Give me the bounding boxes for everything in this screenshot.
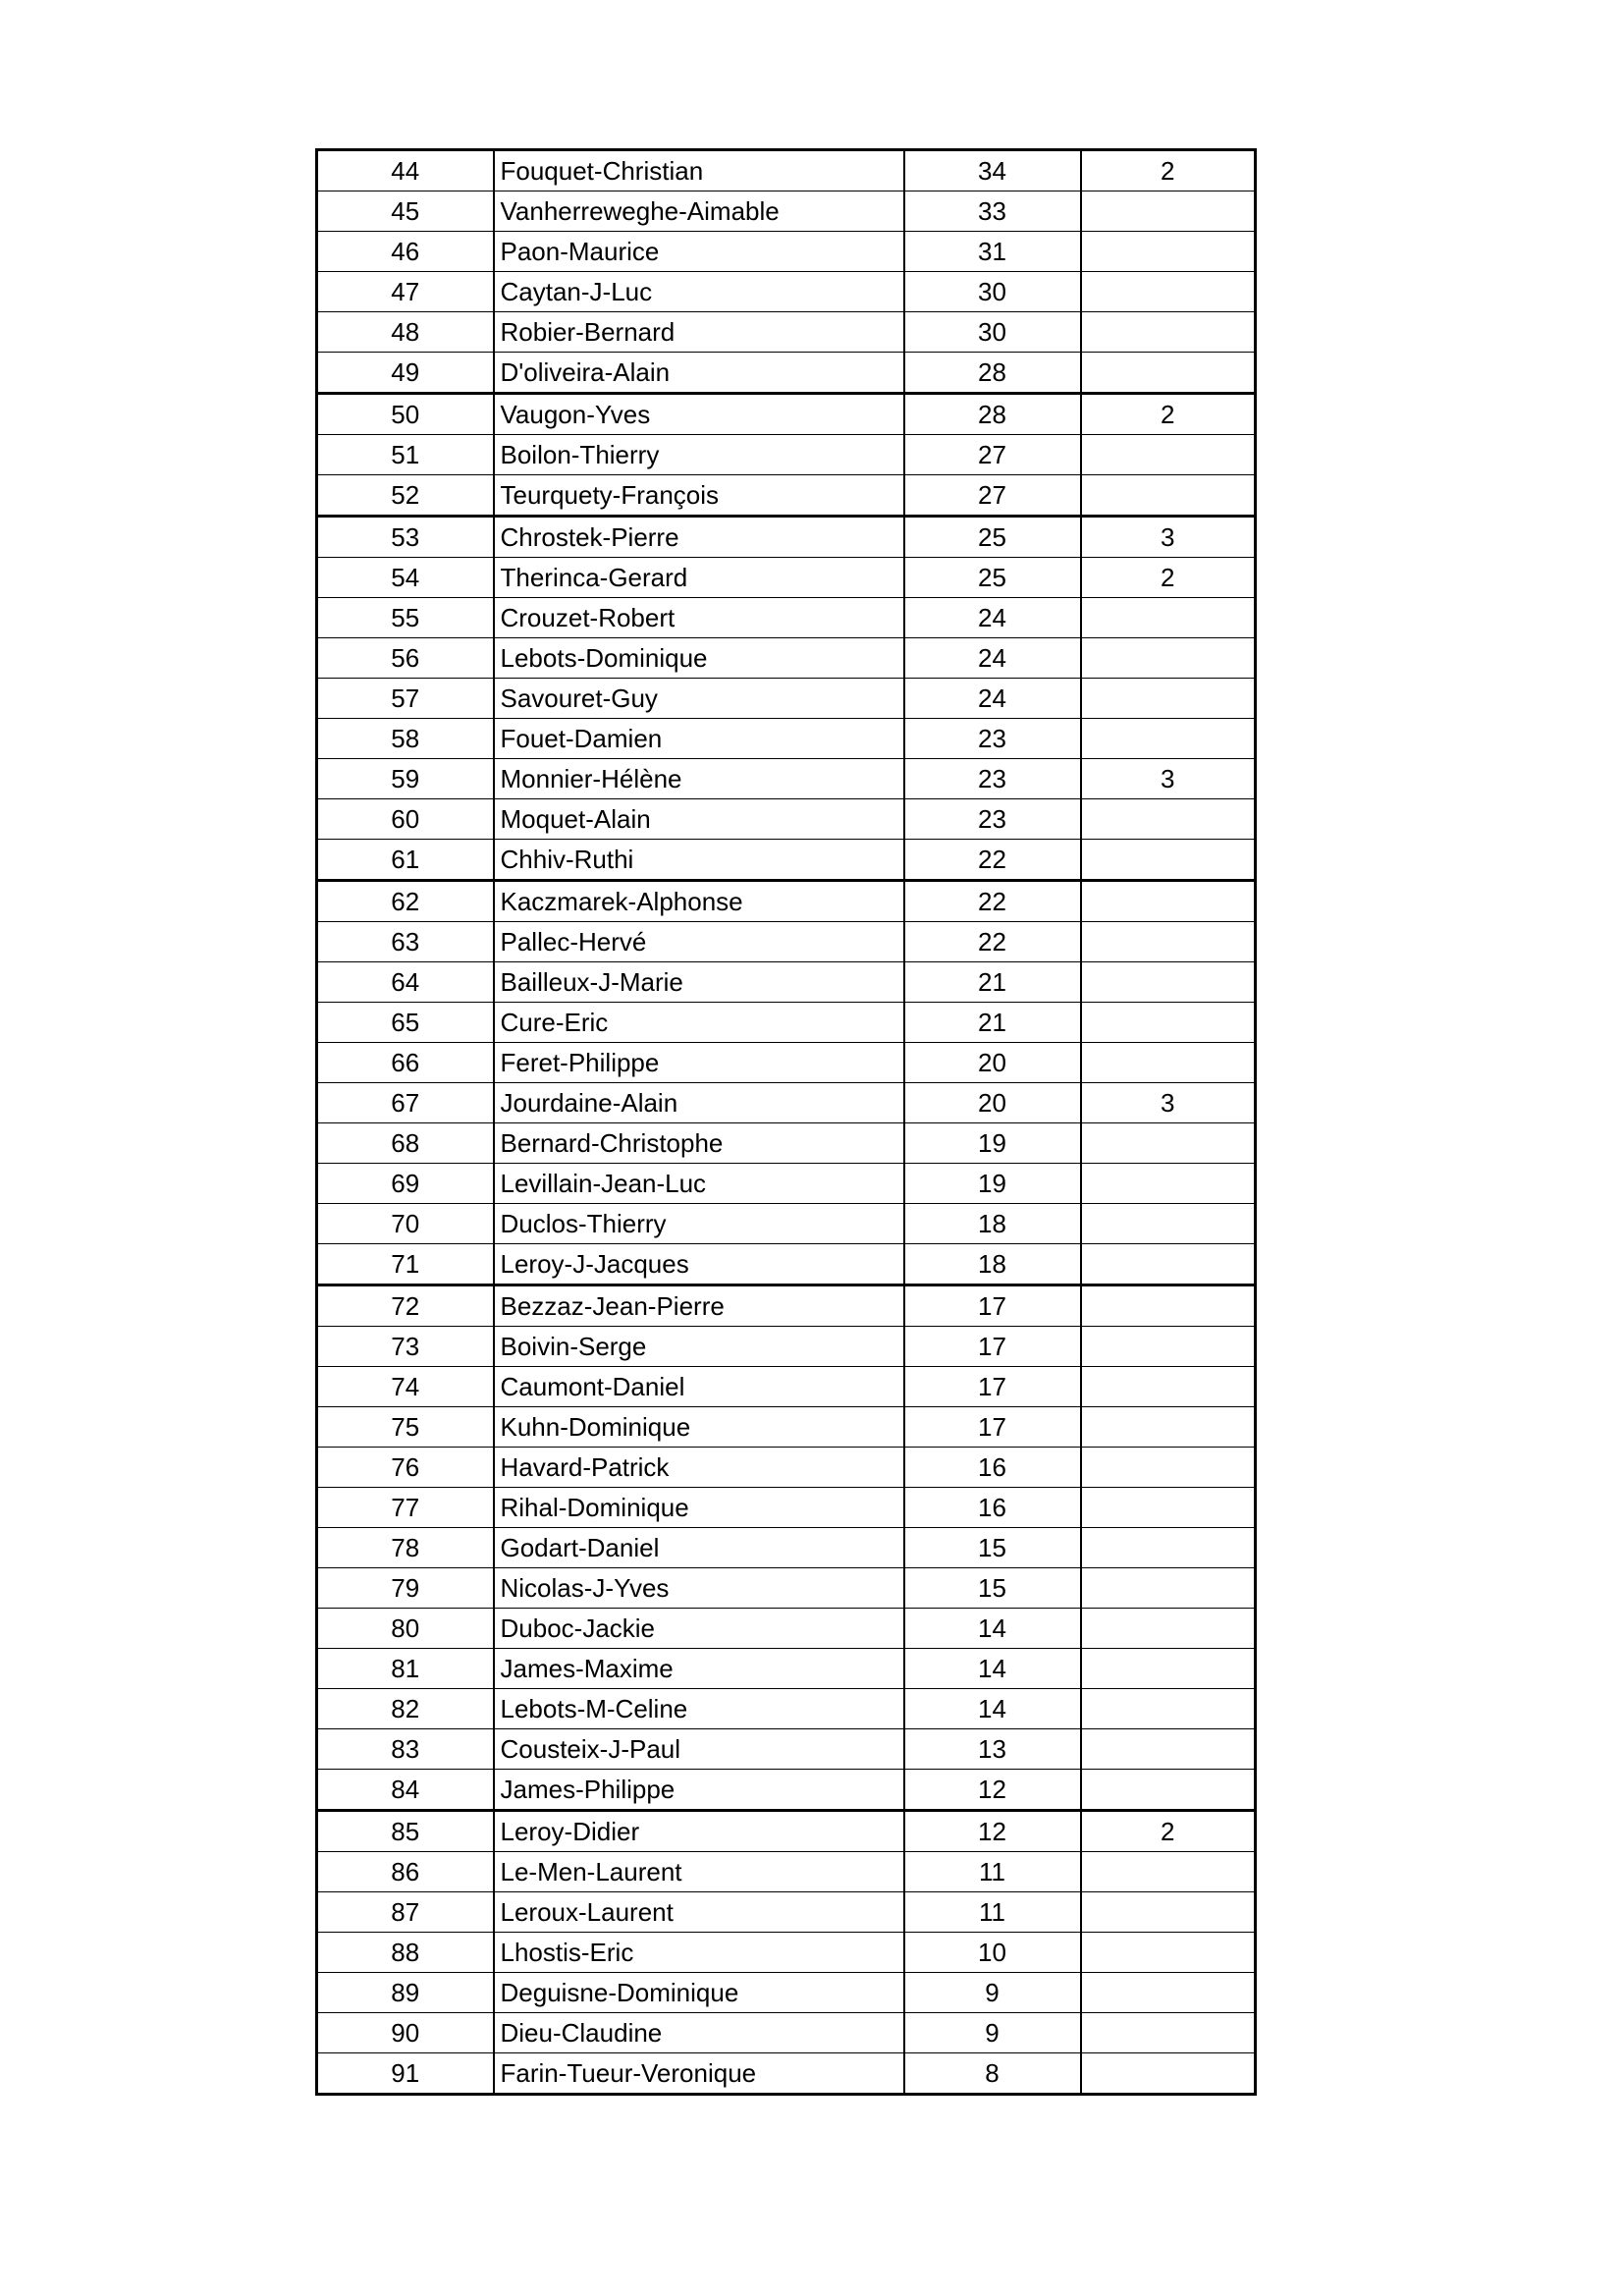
- extra-cell: [1081, 719, 1256, 759]
- name-cell: Fouquet-Christian: [494, 150, 904, 191]
- name-cell: Godart-Daniel: [494, 1528, 904, 1568]
- name-cell: Rihal-Dominique: [494, 1488, 904, 1528]
- rank-cell: 64: [317, 962, 494, 1003]
- table-row: [317, 475, 1256, 517]
- name-cell: Feret-Philippe: [494, 1043, 904, 1083]
- name-cell: Chrostek-Pierre: [494, 517, 904, 558]
- score-cell: 19: [904, 1164, 1081, 1204]
- table-row: [317, 1649, 1256, 1689]
- name-cell: Lebots-Dominique: [494, 638, 904, 679]
- score-cell: 23: [904, 759, 1081, 799]
- table-row: [317, 1327, 1256, 1367]
- table-row: [317, 312, 1256, 353]
- extra-cell: [1081, 679, 1256, 719]
- extra-cell: 3: [1081, 1083, 1256, 1123]
- score-cell: 9: [904, 1973, 1081, 2013]
- extra-cell: [1081, 1448, 1256, 1488]
- rank-cell: 90: [317, 2013, 494, 2053]
- name-cell: Kuhn-Dominique: [494, 1407, 904, 1448]
- table-row: [317, 881, 1256, 922]
- score-cell: 14: [904, 1609, 1081, 1649]
- rank-cell: 67: [317, 1083, 494, 1123]
- name-cell: Crouzet-Robert: [494, 598, 904, 638]
- score-cell: 21: [904, 962, 1081, 1003]
- score-cell: 13: [904, 1729, 1081, 1770]
- table-row: [317, 1488, 1256, 1528]
- score-cell: 22: [904, 922, 1081, 962]
- score-cell: 11: [904, 1892, 1081, 1933]
- rank-cell: 86: [317, 1852, 494, 1892]
- table-row: [317, 1083, 1256, 1123]
- rank-cell: 78: [317, 1528, 494, 1568]
- name-cell: Boivin-Serge: [494, 1327, 904, 1367]
- rank-cell: 69: [317, 1164, 494, 1204]
- score-cell: 27: [904, 475, 1081, 517]
- name-cell: Lebots-M-Celine: [494, 1689, 904, 1729]
- rank-cell: 83: [317, 1729, 494, 1770]
- extra-cell: [1081, 272, 1256, 312]
- rank-cell: 44: [317, 150, 494, 191]
- score-cell: 15: [904, 1568, 1081, 1609]
- score-cell: 30: [904, 272, 1081, 312]
- rank-cell: 55: [317, 598, 494, 638]
- table-row: [317, 1003, 1256, 1043]
- rank-cell: 63: [317, 922, 494, 962]
- name-cell: Bailleux-J-Marie: [494, 962, 904, 1003]
- table-row: [317, 353, 1256, 394]
- name-cell: Deguisne-Dominique: [494, 1973, 904, 2013]
- rank-cell: 85: [317, 1811, 494, 1852]
- score-cell: 24: [904, 598, 1081, 638]
- rank-cell: 72: [317, 1285, 494, 1327]
- score-cell: 28: [904, 394, 1081, 435]
- rank-cell: 62: [317, 881, 494, 922]
- score-cell: 16: [904, 1488, 1081, 1528]
- score-cell: 8: [904, 2053, 1081, 2095]
- table-row: [317, 232, 1256, 272]
- rank-cell: 46: [317, 232, 494, 272]
- score-cell: 18: [904, 1244, 1081, 1285]
- name-cell: Vanherreweghe-Aimable: [494, 191, 904, 232]
- table-row: [317, 1568, 1256, 1609]
- name-cell: Chhiv-Ruthi: [494, 840, 904, 881]
- rank-cell: 50: [317, 394, 494, 435]
- rank-cell: 82: [317, 1689, 494, 1729]
- rank-cell: 71: [317, 1244, 494, 1285]
- extra-cell: 2: [1081, 1811, 1256, 1852]
- name-cell: Caytan-J-Luc: [494, 272, 904, 312]
- extra-cell: [1081, 312, 1256, 353]
- name-cell: Cousteix-J-Paul: [494, 1729, 904, 1770]
- table-row: [317, 1852, 1256, 1892]
- table-row: [317, 1407, 1256, 1448]
- rank-cell: 87: [317, 1892, 494, 1933]
- name-cell: Leroy-Didier: [494, 1811, 904, 1852]
- extra-cell: [1081, 232, 1256, 272]
- extra-cell: 2: [1081, 394, 1256, 435]
- rank-cell: 84: [317, 1770, 494, 1811]
- rank-cell: 47: [317, 272, 494, 312]
- rank-cell: 54: [317, 558, 494, 598]
- score-cell: 30: [904, 312, 1081, 353]
- score-cell: 17: [904, 1407, 1081, 1448]
- extra-cell: [1081, 2053, 1256, 2095]
- name-cell: Leroy-J-Jacques: [494, 1244, 904, 1285]
- extra-cell: [1081, 475, 1256, 517]
- name-cell: Farin-Tueur-Veronique: [494, 2053, 904, 2095]
- extra-cell: [1081, 1327, 1256, 1367]
- score-cell: 15: [904, 1528, 1081, 1568]
- extra-cell: [1081, 1852, 1256, 1892]
- rank-cell: 80: [317, 1609, 494, 1649]
- extra-cell: [1081, 1770, 1256, 1811]
- name-cell: Cure-Eric: [494, 1003, 904, 1043]
- score-cell: 33: [904, 191, 1081, 232]
- score-cell: 20: [904, 1083, 1081, 1123]
- score-cell: 19: [904, 1123, 1081, 1164]
- name-cell: Dieu-Claudine: [494, 2013, 904, 2053]
- table-row: [317, 1043, 1256, 1083]
- rank-cell: 49: [317, 353, 494, 394]
- rank-cell: 76: [317, 1448, 494, 1488]
- rank-cell: 59: [317, 759, 494, 799]
- table-row: [317, 150, 1256, 191]
- rank-cell: 48: [317, 312, 494, 353]
- extra-cell: [1081, 799, 1256, 840]
- score-cell: 10: [904, 1933, 1081, 1973]
- score-cell: 27: [904, 435, 1081, 475]
- name-cell: Jourdaine-Alain: [494, 1083, 904, 1123]
- table-row: [317, 1892, 1256, 1933]
- table-row: [317, 598, 1256, 638]
- extra-cell: [1081, 1204, 1256, 1244]
- score-cell: 22: [904, 840, 1081, 881]
- rank-cell: 74: [317, 1367, 494, 1407]
- table-row: [317, 435, 1256, 475]
- extra-cell: [1081, 598, 1256, 638]
- score-cell: 25: [904, 517, 1081, 558]
- score-cell: 24: [904, 638, 1081, 679]
- rank-cell: 56: [317, 638, 494, 679]
- extra-cell: [1081, 1244, 1256, 1285]
- extra-cell: 2: [1081, 150, 1256, 191]
- table-row: [317, 1770, 1256, 1811]
- extra-cell: [1081, 1528, 1256, 1568]
- rank-cell: 81: [317, 1649, 494, 1689]
- table-row: [317, 558, 1256, 598]
- name-cell: James-Philippe: [494, 1770, 904, 1811]
- table-row: [317, 1528, 1256, 1568]
- table-row: [317, 1689, 1256, 1729]
- name-cell: James-Maxime: [494, 1649, 904, 1689]
- extra-cell: [1081, 1488, 1256, 1528]
- score-cell: 17: [904, 1327, 1081, 1367]
- rank-cell: 75: [317, 1407, 494, 1448]
- score-cell: 23: [904, 799, 1081, 840]
- name-cell: Havard-Patrick: [494, 1448, 904, 1488]
- score-cell: 12: [904, 1770, 1081, 1811]
- rank-cell: 79: [317, 1568, 494, 1609]
- table-row: [317, 799, 1256, 840]
- extra-cell: [1081, 353, 1256, 394]
- extra-cell: [1081, 1689, 1256, 1729]
- score-cell: 18: [904, 1204, 1081, 1244]
- rank-cell: 88: [317, 1933, 494, 1973]
- name-cell: Savouret-Guy: [494, 679, 904, 719]
- score-cell: 17: [904, 1367, 1081, 1407]
- score-cell: 28: [904, 353, 1081, 394]
- extra-cell: [1081, 1933, 1256, 1973]
- score-cell: 22: [904, 881, 1081, 922]
- name-cell: Paon-Maurice: [494, 232, 904, 272]
- score-cell: 34: [904, 150, 1081, 191]
- table-row: [317, 1973, 1256, 2013]
- rank-cell: 45: [317, 191, 494, 232]
- rank-cell: 91: [317, 2053, 494, 2095]
- extra-cell: [1081, 638, 1256, 679]
- extra-cell: [1081, 1164, 1256, 1204]
- table-row: [317, 394, 1256, 435]
- table-row: [317, 962, 1256, 1003]
- table-row: [317, 517, 1256, 558]
- name-cell: Lhostis-Eric: [494, 1933, 904, 1973]
- extra-cell: [1081, 1367, 1256, 1407]
- score-cell: 17: [904, 1285, 1081, 1327]
- score-cell: 24: [904, 679, 1081, 719]
- extra-cell: [1081, 1609, 1256, 1649]
- extra-cell: [1081, 962, 1256, 1003]
- extra-cell: [1081, 881, 1256, 922]
- extra-cell: [1081, 1649, 1256, 1689]
- name-cell: Bezzaz-Jean-Pierre: [494, 1285, 904, 1327]
- extra-cell: [1081, 922, 1256, 962]
- extra-cell: [1081, 1568, 1256, 1609]
- score-cell: 12: [904, 1811, 1081, 1852]
- extra-cell: [1081, 1729, 1256, 1770]
- rank-cell: 66: [317, 1043, 494, 1083]
- table-row: [317, 191, 1256, 232]
- table-row: [317, 1123, 1256, 1164]
- extra-cell: 3: [1081, 759, 1256, 799]
- extra-cell: [1081, 1407, 1256, 1448]
- table-row: [317, 759, 1256, 799]
- name-cell: Moquet-Alain: [494, 799, 904, 840]
- table-row: [317, 719, 1256, 759]
- score-cell: 14: [904, 1689, 1081, 1729]
- table-row: [317, 679, 1256, 719]
- name-cell: Bernard-Christophe: [494, 1123, 904, 1164]
- table-row: [317, 1609, 1256, 1649]
- rank-cell: 58: [317, 719, 494, 759]
- name-cell: Fouet-Damien: [494, 719, 904, 759]
- table-row: [317, 272, 1256, 312]
- rank-cell: 53: [317, 517, 494, 558]
- name-cell: Caumont-Daniel: [494, 1367, 904, 1407]
- rank-cell: 51: [317, 435, 494, 475]
- extra-cell: [1081, 1892, 1256, 1933]
- name-cell: Teurquety-François: [494, 475, 904, 517]
- extra-cell: [1081, 1043, 1256, 1083]
- rank-cell: 57: [317, 679, 494, 719]
- score-cell: 16: [904, 1448, 1081, 1488]
- table-row: [317, 1244, 1256, 1285]
- table-row: [317, 638, 1256, 679]
- score-cell: 25: [904, 558, 1081, 598]
- table-row: [317, 1933, 1256, 1973]
- rank-cell: 65: [317, 1003, 494, 1043]
- score-cell: 20: [904, 1043, 1081, 1083]
- rank-cell: 73: [317, 1327, 494, 1367]
- name-cell: Vaugon-Yves: [494, 394, 904, 435]
- name-cell: D'oliveira-Alain: [494, 353, 904, 394]
- extra-cell: 2: [1081, 558, 1256, 598]
- extra-cell: [1081, 191, 1256, 232]
- name-cell: Therinca-Gerard: [494, 558, 904, 598]
- rank-cell: 89: [317, 1973, 494, 2013]
- table-row: [317, 1367, 1256, 1407]
- score-cell: 31: [904, 232, 1081, 272]
- table-row: [317, 1811, 1256, 1852]
- table-row: [317, 840, 1256, 881]
- table-row: [317, 2013, 1256, 2053]
- table-row: [317, 1285, 1256, 1327]
- score-cell: 9: [904, 2013, 1081, 2053]
- score-cell: 23: [904, 719, 1081, 759]
- table-row: [317, 922, 1256, 962]
- ranking-table: [315, 148, 1257, 2096]
- name-cell: Nicolas-J-Yves: [494, 1568, 904, 1609]
- name-cell: Le-Men-Laurent: [494, 1852, 904, 1892]
- extra-cell: [1081, 2013, 1256, 2053]
- score-cell: 11: [904, 1852, 1081, 1892]
- name-cell: Pallec-Hervé: [494, 922, 904, 962]
- extra-cell: [1081, 840, 1256, 881]
- score-cell: 21: [904, 1003, 1081, 1043]
- extra-cell: [1081, 1285, 1256, 1327]
- rank-cell: 70: [317, 1204, 494, 1244]
- name-cell: Duclos-Thierry: [494, 1204, 904, 1244]
- rank-cell: 77: [317, 1488, 494, 1528]
- table-row: [317, 1204, 1256, 1244]
- extra-cell: [1081, 1123, 1256, 1164]
- extra-cell: 3: [1081, 517, 1256, 558]
- name-cell: Levillain-Jean-Luc: [494, 1164, 904, 1204]
- table-row: [317, 2053, 1256, 2095]
- name-cell: Robier-Bernard: [494, 312, 904, 353]
- name-cell: Leroux-Laurent: [494, 1892, 904, 1933]
- name-cell: Boilon-Thierry: [494, 435, 904, 475]
- table-row: [317, 1448, 1256, 1488]
- name-cell: Monnier-Hélène: [494, 759, 904, 799]
- score-cell: 14: [904, 1649, 1081, 1689]
- table-row: [317, 1164, 1256, 1204]
- extra-cell: [1081, 1973, 1256, 2013]
- table-row: [317, 1729, 1256, 1770]
- extra-cell: [1081, 435, 1256, 475]
- name-cell: Kaczmarek-Alphonse: [494, 881, 904, 922]
- extra-cell: [1081, 1003, 1256, 1043]
- rank-cell: 68: [317, 1123, 494, 1164]
- rank-cell: 61: [317, 840, 494, 881]
- rank-cell: 60: [317, 799, 494, 840]
- ranking-table-body: [317, 150, 1256, 2095]
- rank-cell: 52: [317, 475, 494, 517]
- name-cell: Duboc-Jackie: [494, 1609, 904, 1649]
